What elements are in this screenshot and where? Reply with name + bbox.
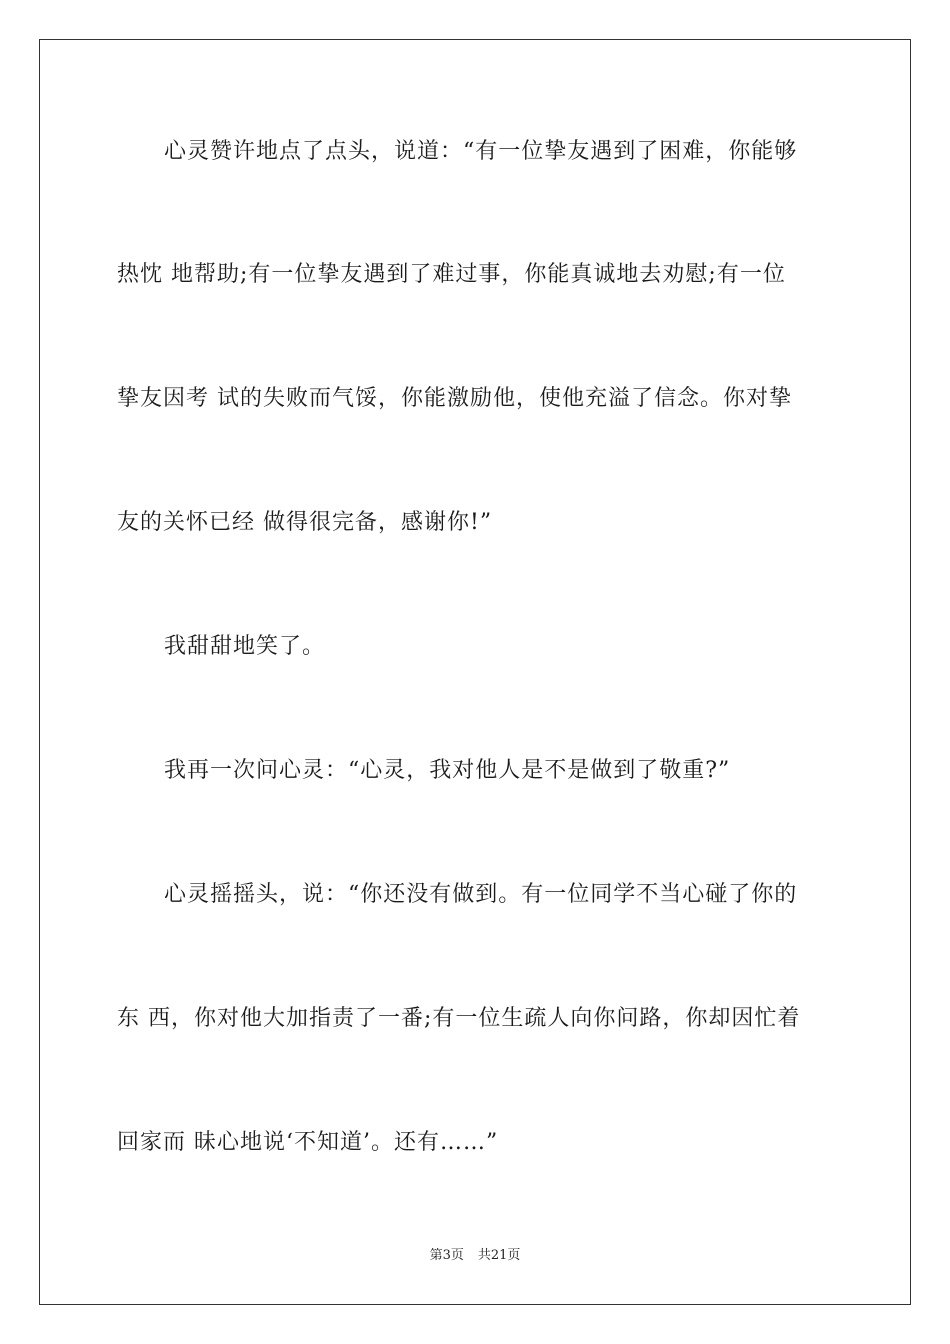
paragraph-1-line-1: 心灵赞许地点了点头，说道：“有一位挚友遇到了困难，你能够 xyxy=(164,139,798,164)
paragraph-4-line-2: 东 西，你对他大加指责了一番;有一位生疏人向你问路，你却因忙着 xyxy=(117,1006,801,1031)
page-number: 第3页 xyxy=(429,1248,464,1263)
paragraph-2: 我甜甜地笑了。 xyxy=(164,634,326,659)
paragraph-1-line-2: 热忱 地帮助;有一位挚友遇到了难过事，你能真诚地去劝慰;有一位 xyxy=(117,262,786,287)
page-footer xyxy=(0,1247,950,1265)
page-total: 共21页 xyxy=(477,1248,521,1263)
paragraph-1-line-4: 友的关怀已经 做得很完备，感谢你!” xyxy=(117,510,493,535)
page-border xyxy=(39,39,911,1305)
paragraph-1-line-3: 挚友因考 试的失败而气馁，你能激励他，使他充溢了信念。你对挚 xyxy=(117,386,792,411)
paragraph-4-line-3: 回家而 昧心地说‘不知道’。还有……” xyxy=(117,1130,499,1155)
paragraph-4-line-1: 心灵摇摇头，说：“你还没有做到。有一位同学不当心碰了你的 xyxy=(164,882,798,907)
paragraph-3: 我再一次问心灵：“心灵，我对他人是不是做到了敬重?” xyxy=(164,758,731,783)
